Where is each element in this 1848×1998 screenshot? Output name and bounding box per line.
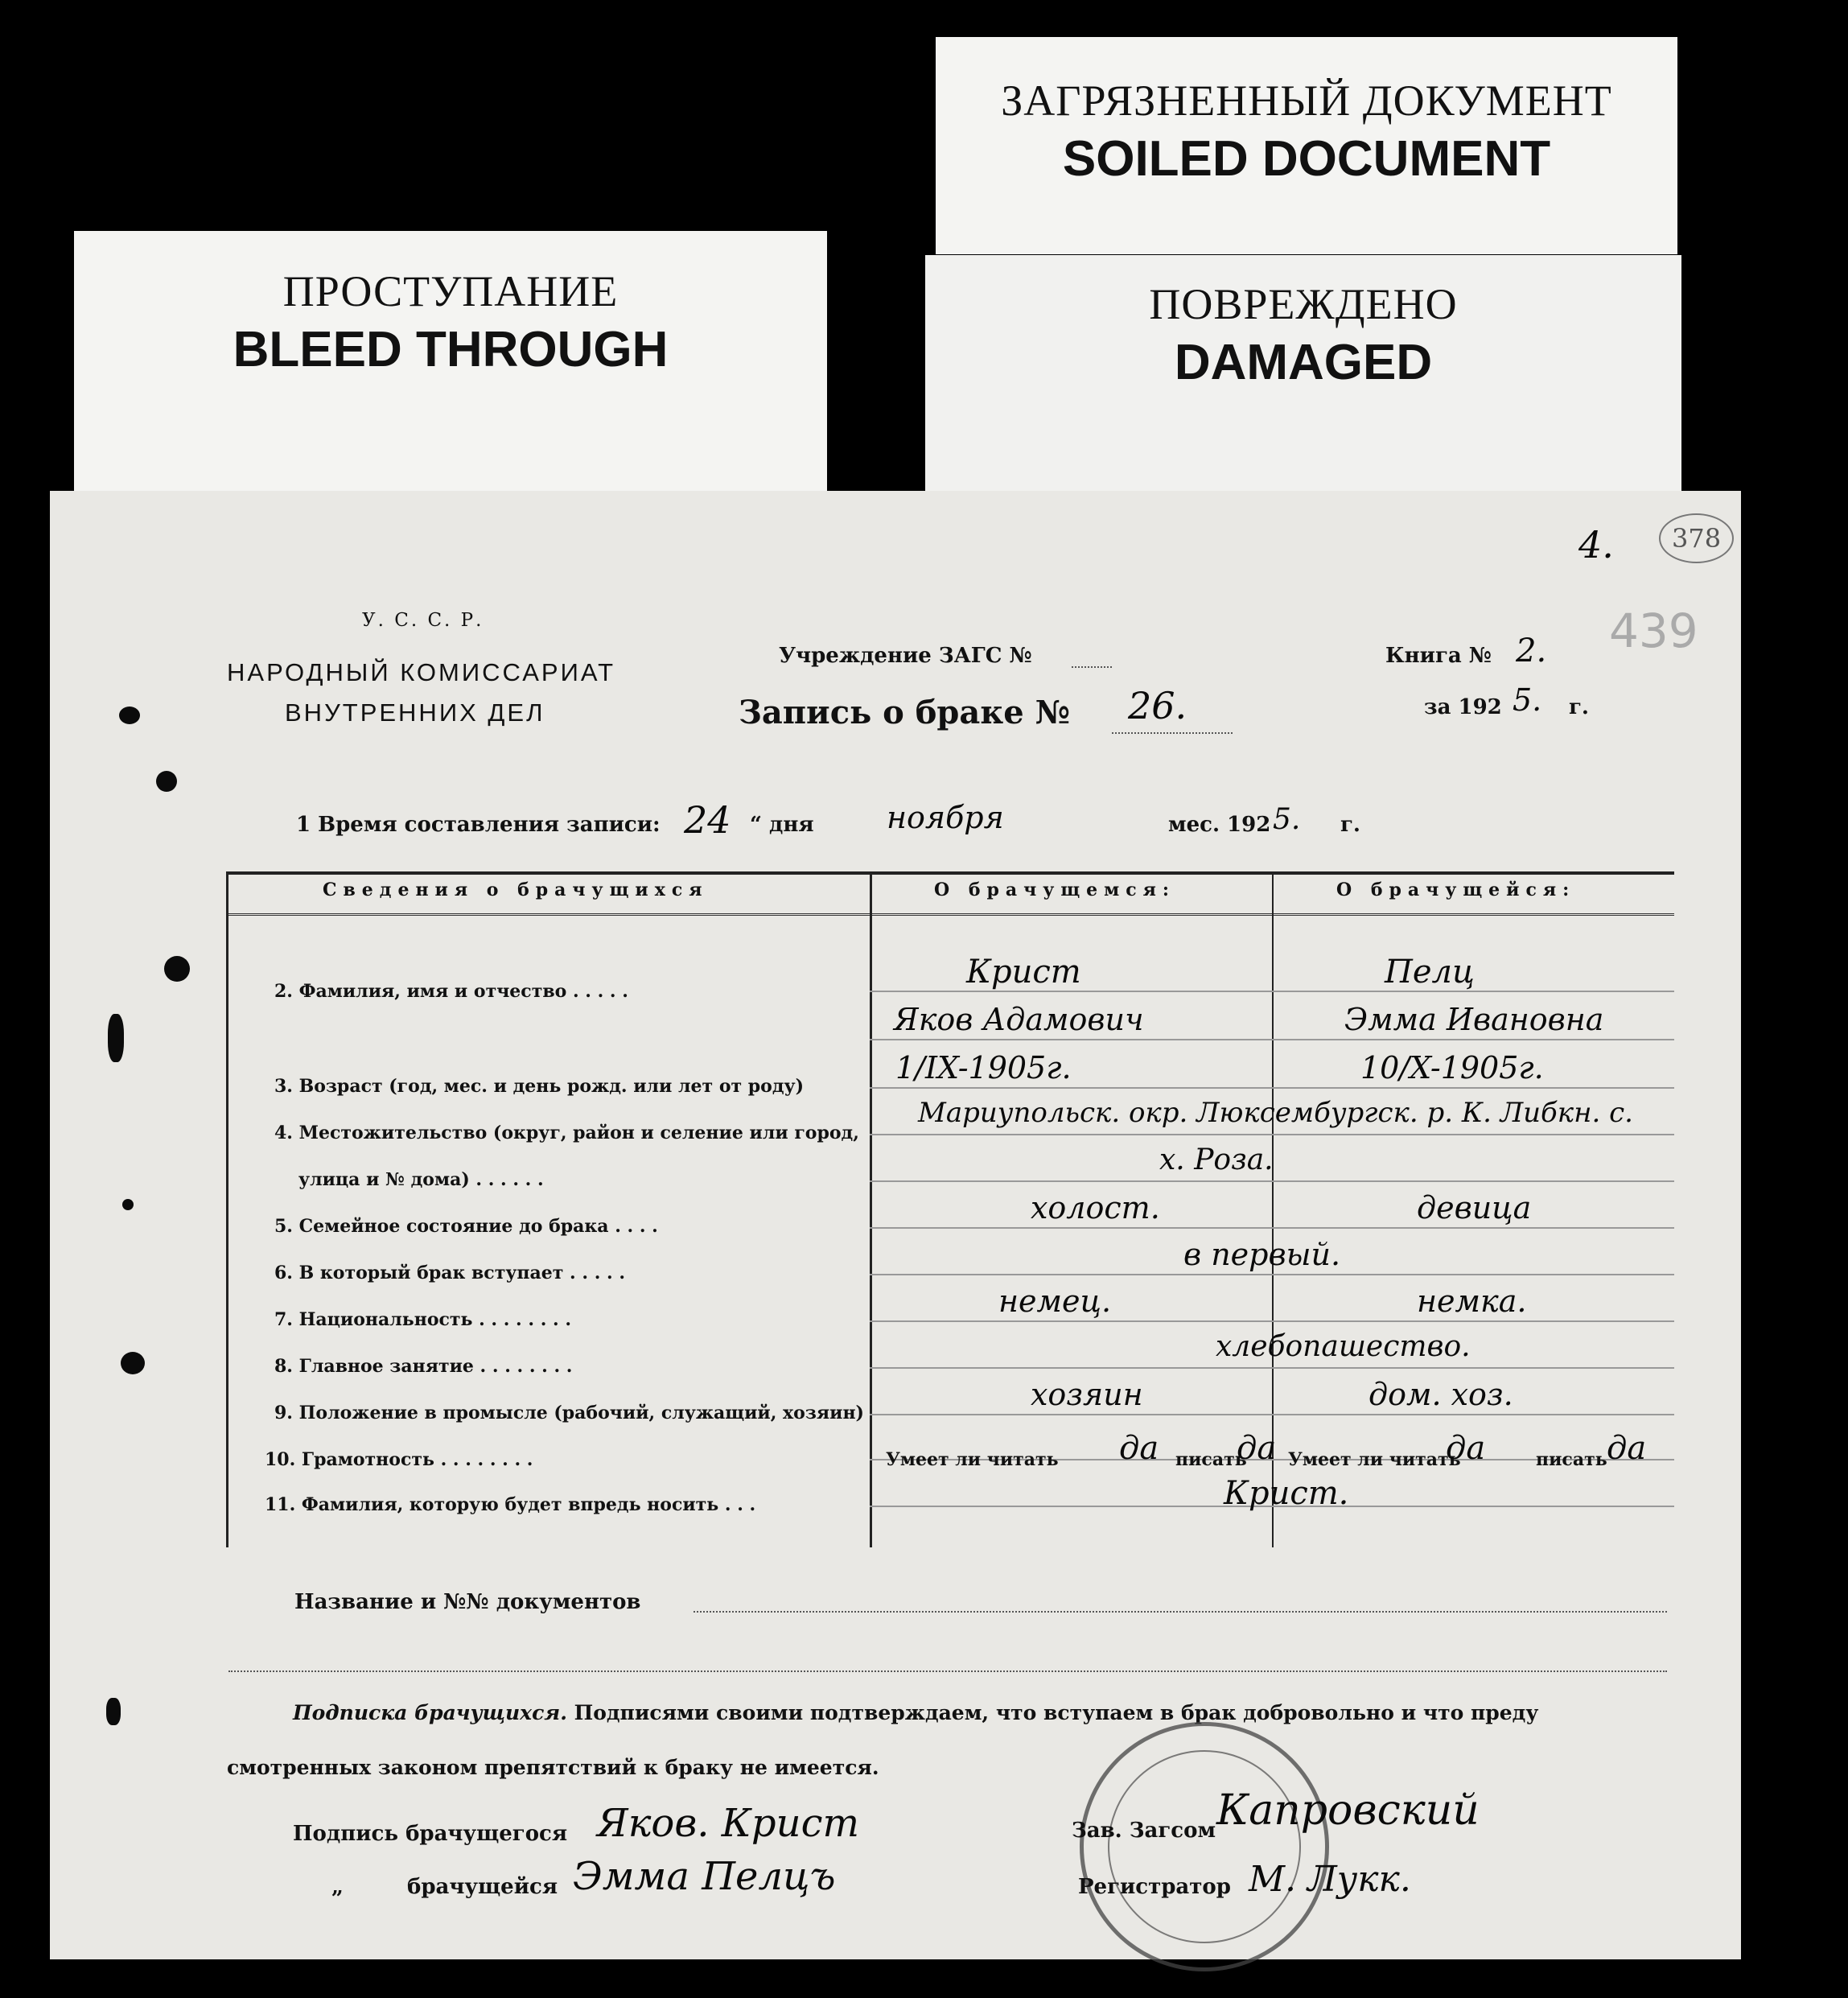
rule	[870, 1320, 1674, 1322]
archive-number: 439	[1609, 604, 1698, 658]
rule	[870, 1414, 1674, 1415]
official-stamp-inner-ring	[1108, 1750, 1301, 1943]
bleed-through-card	[74, 231, 827, 501]
card-bleed-ru: ПРОСТУПАНИЕ	[282, 267, 619, 315]
year-label: за 192	[1424, 695, 1502, 719]
damaged-card	[925, 255, 1681, 505]
residence: Мариупольск. окр. Люксембургск. р. К. Либкн. с.	[918, 1097, 1633, 1129]
row-label-nationality: 7. Национальность . . . . . . . .	[274, 1309, 571, 1330]
card-damaged-en: DAMAGED	[1174, 335, 1433, 390]
table-header-border	[226, 913, 1674, 916]
groom-read-label: Умеет ли читать	[886, 1449, 1059, 1470]
record-title: Запись о браке №	[739, 694, 1071, 731]
documents-line-2	[228, 1670, 1667, 1672]
groom-surname: Крист	[966, 954, 1081, 991]
record-day-suffix: “ дня	[750, 813, 814, 837]
bride-write-value: да	[1607, 1430, 1647, 1467]
row-label-marital-status: 5. Семейное состояние до брака . . . .	[274, 1216, 658, 1237]
book-label: Книга №	[1385, 644, 1492, 668]
groom-marital-status: холост.	[1031, 1190, 1160, 1226]
ministry-line2: ВНУТРЕННИХ ДЕЛ	[285, 698, 545, 727]
bride-read-value: да	[1446, 1430, 1486, 1467]
institution-label: Учреждение ЗАГС №	[779, 644, 1032, 668]
record-time-label: 1 Время составления записи:	[296, 813, 661, 837]
zags-head-label: Зав. Загсом	[1072, 1819, 1216, 1843]
declaration-line2: смотренных законом препятствий к браку не имеется.	[227, 1756, 879, 1779]
bride-surname: Пелц	[1385, 954, 1475, 991]
spouses-info-table	[226, 871, 1674, 1547]
record-month: ноября	[887, 800, 1004, 835]
bride-write-label: писать	[1536, 1449, 1607, 1470]
rule	[870, 1180, 1674, 1182]
groom-signature-label: Подпись брачущегося	[293, 1822, 568, 1846]
rule	[870, 1274, 1674, 1275]
rule	[870, 1087, 1674, 1089]
groom-given-names: Яков Адамович	[894, 1002, 1144, 1037]
residence-village: х. Роза.	[1159, 1143, 1274, 1176]
row-label-age: 3. Возраст (год, мес. и день рожд. или лет от роду)	[274, 1076, 804, 1097]
book-number: 2.	[1516, 632, 1547, 669]
declaration-line1	[293, 1701, 1538, 1724]
groom-nationality: немец.	[998, 1283, 1112, 1319]
row-label-surname: 11. Фамилия, которую будет впредь носить . . .	[265, 1494, 756, 1515]
bride-given-names: Эмма Ивановна	[1344, 1002, 1604, 1037]
bride-position: дом. хоз.	[1369, 1377, 1513, 1412]
row-label-residence-2: улица и № дома) . . . . . .	[298, 1169, 544, 1190]
damage-hole	[156, 771, 177, 792]
damage-hole	[164, 956, 190, 982]
rule	[870, 1134, 1674, 1135]
damage-hole	[108, 1014, 124, 1062]
row-label-residence: 4. Местожительство (округ, район и селение или город,	[274, 1123, 859, 1143]
card-soiled-en: SOILED DOCUMENT	[1062, 131, 1551, 187]
occupation: хлебопашество.	[1216, 1330, 1471, 1363]
row-label-marriage-count: 6. В который брак вступает . . . . .	[274, 1263, 625, 1283]
marriage-count: в первый.	[1183, 1237, 1341, 1272]
bride-marital-status: девица	[1417, 1190, 1532, 1226]
bride-nationality: немка.	[1417, 1283, 1527, 1319]
col-header-info: Сведения о брачущихся	[323, 880, 709, 900]
ministry-line1: НАРОДНЫЙ КОМИССАРИАТ	[227, 658, 616, 686]
record-year-suffix: г.	[1340, 813, 1360, 837]
stamp-corner: 378	[1659, 513, 1734, 563]
bride-signature-label: брачущейся	[407, 1875, 558, 1899]
record-number: 26.	[1128, 684, 1187, 727]
zags-head-signature: Капровский	[1216, 1786, 1480, 1835]
institution-line	[1072, 666, 1112, 668]
card-bleed-en: BLEED THROUGH	[233, 322, 669, 377]
groom-write-label: писать	[1175, 1449, 1247, 1470]
record-year: 5.	[1273, 803, 1301, 836]
bride-birthdate: 10/X-1905г.	[1360, 1050, 1544, 1086]
table-left-border	[226, 871, 228, 1547]
page-mark: 4.	[1578, 523, 1614, 566]
ussr-label: У. С. С. Р.	[362, 610, 484, 631]
declaration-text1: Подписями своими подтверждаем, что вступаем в брак добровольно и что преду	[566, 1701, 1539, 1724]
rule	[870, 1227, 1674, 1229]
damage-hole	[119, 707, 140, 724]
official-stamp	[1080, 1722, 1329, 1971]
ditto-mark: „	[331, 1875, 344, 1899]
row-label-position: 9. Положение в промысле (рабочий, служащий, хозяин)	[274, 1403, 864, 1423]
rule	[870, 991, 1674, 992]
documents-label: Название и №№ документов	[294, 1590, 641, 1614]
card-soiled-ru: ЗАГРЯЗНЕННЫЙ ДОКУМЕНТ	[1001, 76, 1612, 125]
col-header-groom: О брачущемся:	[934, 880, 1176, 900]
record-month-label: мес. 192	[1168, 813, 1271, 837]
year-value: 5.	[1513, 682, 1542, 718]
year-suffix: г.	[1569, 695, 1589, 719]
table-col-divider	[870, 871, 872, 1547]
row-label-literacy: 10. Грамотность . . . . . . . .	[265, 1449, 533, 1470]
table-top-border	[226, 871, 1674, 875]
record-number-line	[1112, 732, 1233, 734]
registrar-signature: М. Лукк.	[1249, 1859, 1411, 1900]
registrar-label: Регистратор	[1078, 1875, 1231, 1899]
future-surname: Крист.	[1224, 1475, 1349, 1512]
groom-write-value: да	[1237, 1430, 1277, 1467]
damage-hole	[122, 1199, 134, 1210]
groom-signature: Яков. Крист	[597, 1801, 859, 1846]
row-label-occupation: 8. Главное занятие . . . . . . . .	[274, 1356, 573, 1377]
col-header-bride: О брачущейся:	[1336, 880, 1576, 900]
record-day: 24	[684, 798, 731, 842]
rule	[870, 1367, 1674, 1369]
groom-position: хозяин	[1031, 1377, 1143, 1412]
declaration-lead: Подписка брачущихся.	[293, 1701, 567, 1724]
soiled-document-card	[936, 37, 1677, 254]
card-damaged-ru: ПОВРЕЖДЕНО	[1149, 280, 1458, 328]
rule	[870, 1039, 1674, 1040]
damage-hole	[121, 1352, 145, 1374]
documents-line	[694, 1611, 1667, 1613]
groom-birthdate: 1/IX-1905г.	[895, 1050, 1072, 1086]
bride-read-label: Умеет ли читать	[1288, 1449, 1461, 1470]
groom-read-value: да	[1119, 1430, 1159, 1467]
row-label-name: 2. Фамилия, имя и отчество . . . . .	[274, 981, 628, 1002]
damage-hole	[106, 1698, 121, 1725]
bride-signature: Эмма Пелцъ	[573, 1854, 836, 1899]
marriage-record-sheet	[50, 491, 1741, 1959]
